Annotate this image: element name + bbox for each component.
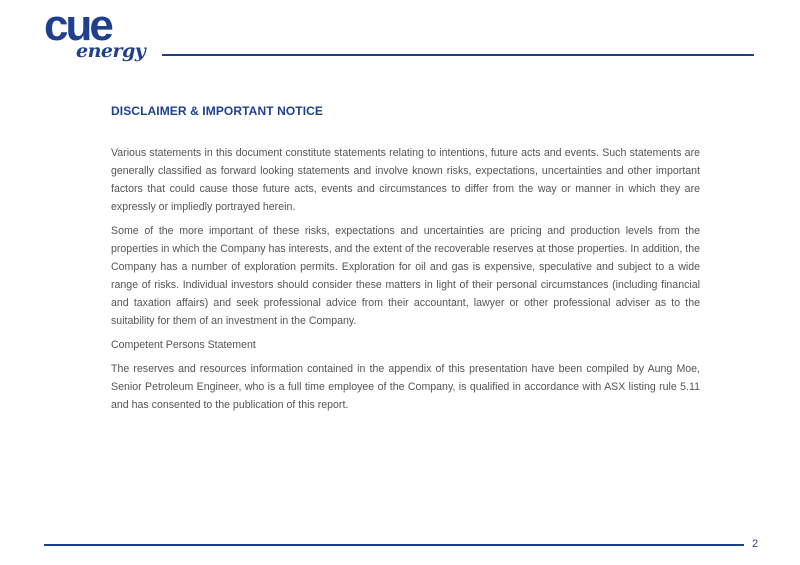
competent-persons-heading: Competent Persons Statement: [111, 339, 256, 351]
page-number: 2: [752, 538, 759, 550]
cue-energy-logo: [44, 1, 154, 68]
page-title: DISCLAIMER & IMPORTANT NOTICE: [111, 104, 324, 118]
disclaimer-paragraph-1: Various statements in this document constitute statements relating to intentions, future acts and events. Such statements are generally classified as forward looking statements and involve known risks, expectations, uncertainties and other important factors that could cause those future acts, events and circumstances to differ from the way or manner in which they are expressly or impliedly portrayed herein.: [111, 147, 700, 213]
disclaimer-paragraph-2: Some of the more important of these risks, expectations and uncertainties are pricing and production levels from the properties in which the Company has interests, and the extent of the recoverable reserves at those properties. In addition, the Company has a number of exploration permits. Exploration for oil and gas is expensive, speculative and subject to a wide range of risks. Individual investors should consider these matters in light of their personal circumstances (including financial and taxation affairs) and seek professional advice from their accountant, lawyer or other professional adviser as to the suitability for them of an investment in the Company.: [111, 225, 700, 327]
competent-persons-paragraph: The reserves and resources information contained in the appendix of this presentation have been compiled by Aung Moe, Senior Petroleum Engineer, who is a full time employee of the Company, is qualified in accordance with ASX listing rule 5.11 and has consented to the publication of this report.: [111, 363, 700, 411]
disclaimer-section: [111, 104, 700, 420]
footer-divider: [44, 544, 744, 546]
header-divider: [162, 54, 754, 56]
logo-wordmark: cue: [44, 1, 111, 50]
logo-tagline: energy: [76, 40, 146, 62]
